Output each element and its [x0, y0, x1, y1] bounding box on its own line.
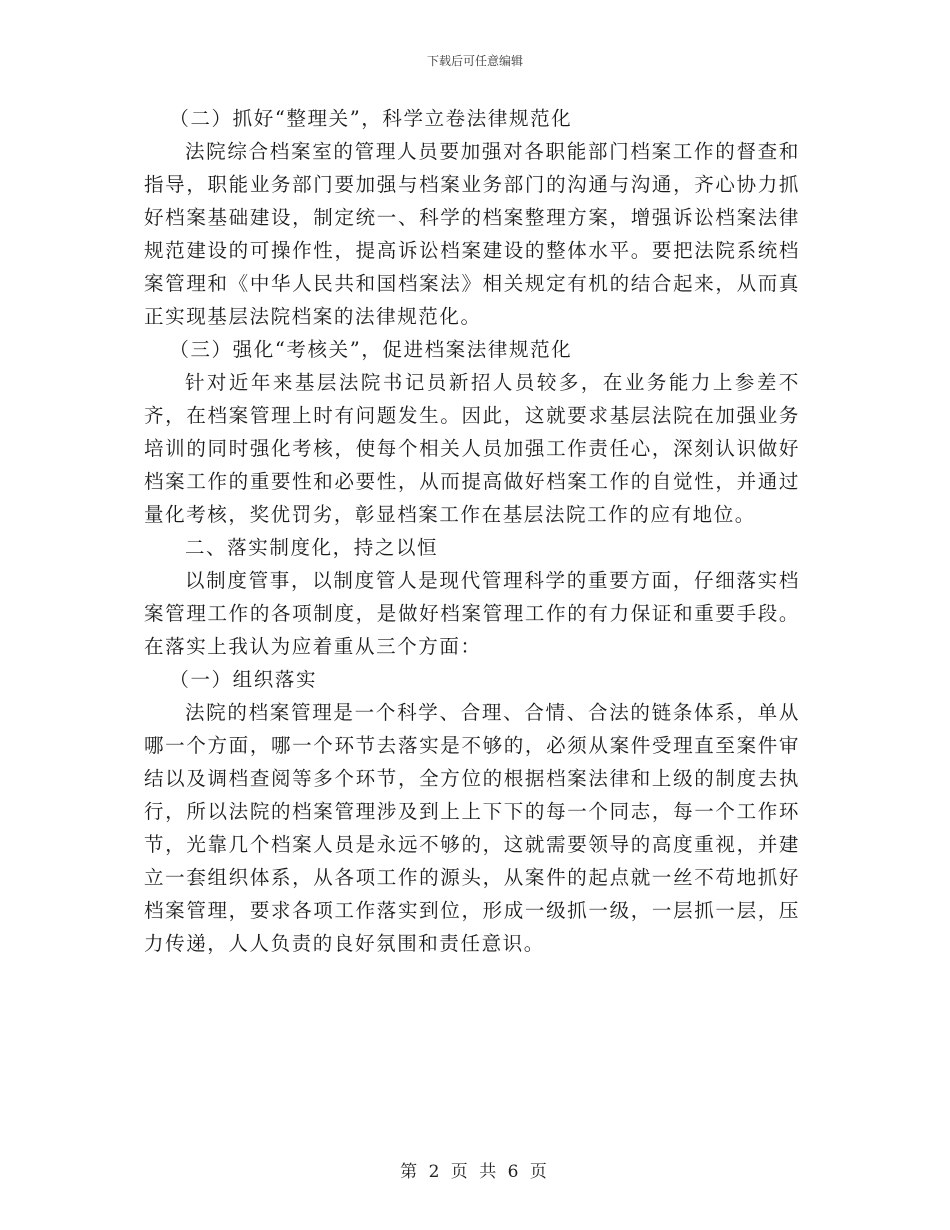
- page-header: 下载后可任意编辑: [426, 54, 523, 68]
- body-paragraph: 以制度管事，以制度管人是现代管理科学的重要方面，仔细落实档案管理工作的各项制度，是做好档案管理工作的有力保证和重要手段。在落实上我认为应着重从三个方面：: [144, 569, 800, 658]
- body-paragraph: 针对近年来基层法院书记员新招人员较多，在业务能力上参差不齐，在档案管理上时有问题发生。因此，这就要求基层法院在加强业务培训的同时强化考核，使每个相关人员加强工作责任心，深刻认识做好档案工作的重要性和必要性，从而提高做好档案工作的自觉性，并通过量化考核，奖优罚劣，彰显档案工作在基层法院工作的应有地位。: [144, 371, 800, 526]
- section-title-2: 二、落实制度化，持之以恒: [184, 536, 439, 559]
- body-paragraph: 法院的档案管理是一个科学、合理、合情、合法的链条体系，单从哪一个方面，哪一个环节去落实是不够的，必须从案件受理直至案件审结以及调档查阅等多个环节，全方位的根据档案法律和上级的制度去执行，所以法院的档案管理涉及到上上下下的每一个同志，每一个工作环节，光靠几个档案人员是永远不够的，这就需要领导的高度重视，并建立一套组织体系，从各项工作的源头，从案件的起点就一丝不苟地抓好档案管理，要求各项工作落实到位，形成一级抓一级，一层抓一层，压力传递，人人负责的良好氛围和责任意识。: [144, 701, 800, 955]
- body-paragraph: 法院综合档案室的管理人员要加强对各职能部门档案工作的督查和指导，职能业务部门要加强与档案业务部门的沟通与沟通，齐心协力抓好档案基础建设，制定统一、科学的档案整理方案，增强诉讼档案法律规范建设的可操作性，提高诉讼档案建设的整体水平。要把法院系统档案管理和《中华人民共和国档案法》相关规定有机的结合起来，从而真正实现基层法院档案的法律规范化。: [144, 140, 800, 328]
- subsection-heading-1: （一）组织落实: [169, 668, 318, 691]
- page-number-footer: 第 2 页 共 6 页: [400, 1162, 550, 1182]
- document-body: [144, 102, 800, 960]
- section-heading-2: （二）抓好“整理关”，科学立卷法律规范化: [169, 107, 573, 130]
- section-heading-3: （三）强化“考核关”，促进档案法律规范化: [169, 338, 573, 361]
